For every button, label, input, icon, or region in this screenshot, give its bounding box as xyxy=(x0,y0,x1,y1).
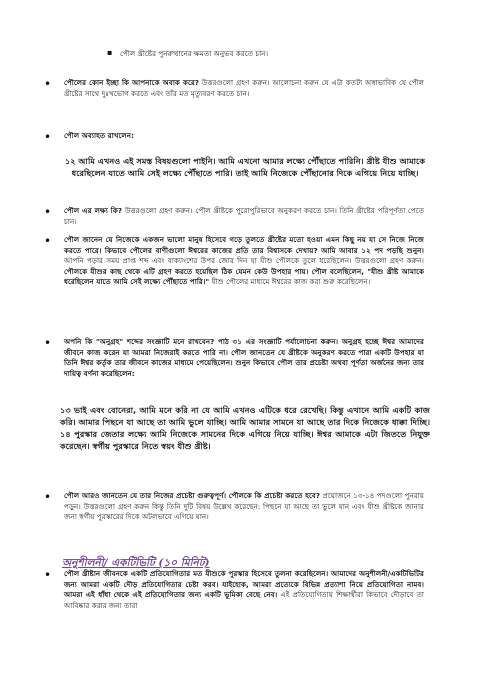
quote-text: ১৩ ভাই এবং বোনেরা, আমি মনে করি না যে আমি এখনও এটিকে ধরে রেখেছি। কিন্তু এখানে আমি একটি কাজ করি। আমার পিছনে যা আছে তা আমি ভুলে যাচ্ছি। আমি আমার সামনে যা আছে তার দিকে নিজেকে ধাক্কা দিচ্ছি। ১৪ পুরস্কার জেতার লক্ষ্যে আমি নিজেকে সামনের দিকে এগিয়ে নিয়ে যাচ্ছি। ঈশ্বর আমাকে এটা জিততে নিযুক্ত করেছেন। স্বর্গীয় পুরস্কারে নিতে স্বয়ং যীশু খ্রীষ্ট। xyxy=(60,405,430,451)
normal-text: প্রয়োজনে ১৩-১৪ পদগুলো পুনরায় পড়ুন। উত্তরগুলো গ্রহণ করুন কিন্তু তিনি দুটি বিষয় উল্লেখ করেছেন: পিছনে যা আছে তা ভুলে যান এবং যীশু খ্রীষ্টকে জানার জন্য স্বর্গীয় পুরস্কারের দিকে অটলভাবে এগিয়ে যান। xyxy=(64,491,424,521)
answer-text: উত্তরগুলো গ্রহণ করুন। আলোচনা করুন যে এটা কতটা অস্বাভাবিক যে পৌল খ্রীষ্টের সাথে দুঃখভোগ করতে এবং তাঁর মত মৃত্যুবরণ করতে চান। xyxy=(64,78,424,98)
scripture-quote-verses-13-14 xyxy=(60,404,430,452)
quote-text: ১২ আমি এখনও এই সমস্ত বিষয়গুলো পাইনি। আমি এখনো আমার লক্ষ্যে পৌঁছাতে পারিনি। খ্রীষ্ট যীশু আমাকে ধরেছিলেন যাতে আমি সেই লক্ষ্যে পৌঁছাতে পারি। তাই আমি নিজেকে পৌঁছানোর দিকে এগিয়ে নিয়ে যাচ্ছি। xyxy=(64,156,426,178)
bullet-item-grace xyxy=(64,337,424,379)
bullet-text: • পৌল অব্যাহত রাখলেন: xyxy=(64,131,134,140)
bullet-item-goal-question xyxy=(64,206,424,227)
bullet-item-question-surprise xyxy=(64,78,424,99)
scripture-quote-verse-12 xyxy=(64,155,426,179)
bold-text: পৌল আরও জানতেন যে তার নিজের প্রচেষ্টা গুরুত্বপূর্ণ। পৌলকে কি প্রচেষ্টা করতে হবে? xyxy=(64,491,321,500)
sub-bullet-item xyxy=(120,49,420,60)
bullet-text: • অপনি কি "অনুগ্রহ" শব্দের সংজ্ঞাটি মনে রাখবেন? পাঠ ৩১ এর সংজ্ঞাটি পর্যালোচনা করুন। অনুগ্রহ হচ্ছে ঈশ্বর আমাদের জীবনে কাজ করেন যা আমরা নিজেরাই করতে পারি না। পৌল জানতেন যে খ্রীষ্টকে অনুকরণ করতে পারা একটি উপহার যা তিনি ঈশ্বর কর্তৃক তার জীবনে কাজের মাধ্যমে পেয়েছিলেন। শুনুন কিভাবে পৌল তার প্রচেষ্টা অথবা পূর্ণতা অর্জনের জন্য তার দায়িত্ব বর্ণনা করেছিলেন: xyxy=(64,337,424,378)
bullet-item-effort xyxy=(64,491,424,523)
answer-text: উত্তরগুলো গ্রহণ করুন। পৌল খ্রীষ্টকে পুরোপুরিভাবে অনুকরণ করতে চান। তিনি খ্রীষ্টের পরিপূর্ণতা পেতে চান। xyxy=(64,206,425,226)
normal-text: যীশু পৌলের মাধ্যমে ঈশ্বরের কাজ করা শুরু করেছিলেন। xyxy=(209,277,371,286)
heading-text: অনুশীলনী/ একটিভিটি (১০ মিনিট) xyxy=(62,557,210,569)
question-text: পৌলের কোন ইচ্ছা কি আপনাকে অবাক করে? xyxy=(64,78,199,87)
normal-text: আপনি পড়ার সময় প্রাপ্ত শব্দ এবং বাক্যাংশের উপর জোর দিন যা যীশু পৌলকে তুলে ধরেছিলেন। উত্তরগুলো গ্রহণ করুন। xyxy=(64,256,424,265)
bullet-item-paul-knew xyxy=(64,235,424,288)
bullet-item-race-activity xyxy=(64,569,424,611)
bold-text: পৌলকে যীশুর কাছ থেকে এটি গ্রহণ করতে হয়েছিল ঠিক যেমন কেউ উপহার পায়। পৌল বলেছিলেন, "যীশু খ্রীষ্ট আমাকে ধরেছিলেন যাতে আমি সেই লক্ষ্যে পৌঁছাতে পারি।" xyxy=(64,266,424,286)
normal-text: এই প্রতিযোগিতায় শিক্ষার্থীরা কিভাবে দৌড়াবে তা আবিষ্কার করার জন্য তারা xyxy=(64,590,424,610)
bold-text: পৌল খ্রীষ্টান জীবনকে একটি প্রতিযোগিতার মত যীশুকে পুরস্কার হিসেবে তুলনা করেছিলেন। আমাদের অনুশীলনী/একটিভিটির জন্য আমরা একটি দৌড় প্রতিযোগিতার চেষ্টা করব। যাইহোক, আমরা প্রত্যেকে বিভিন্ন প্রত্যাশা নিয়ে প্রতিযোগিতা নামব। আমরা এই ধাঁধা থেকে এই প্রতিযোগিতার জন্য একটি ভূমিকা বেছে নেব। xyxy=(64,569,424,599)
bullet-item-paul-continued xyxy=(64,131,424,142)
bullet-text: ▪ পৌল খ্রীষ্টের পুনরুত্থানের ক্ষমতা অনুভব করতে চান। xyxy=(120,49,269,58)
question-text: পৌল এর লক্ষ্য কি? xyxy=(64,206,123,215)
bold-text: পৌল জানেন যে নিজেকে একজন ভালো মানুষ হিসেবে গড়ে তুলতে খ্রীষ্টের মতো হওয়া এমন কিছু নয় যা সে নিজে নিজে করতে পারে। কিভাবে পৌলের বাণীগুলো ঈশ্বরের কাজের প্রতি তার বিশ্বাসকে দেখায়? আমি আবার ১২ পদ পড়ছি শুনুন। xyxy=(64,235,424,255)
